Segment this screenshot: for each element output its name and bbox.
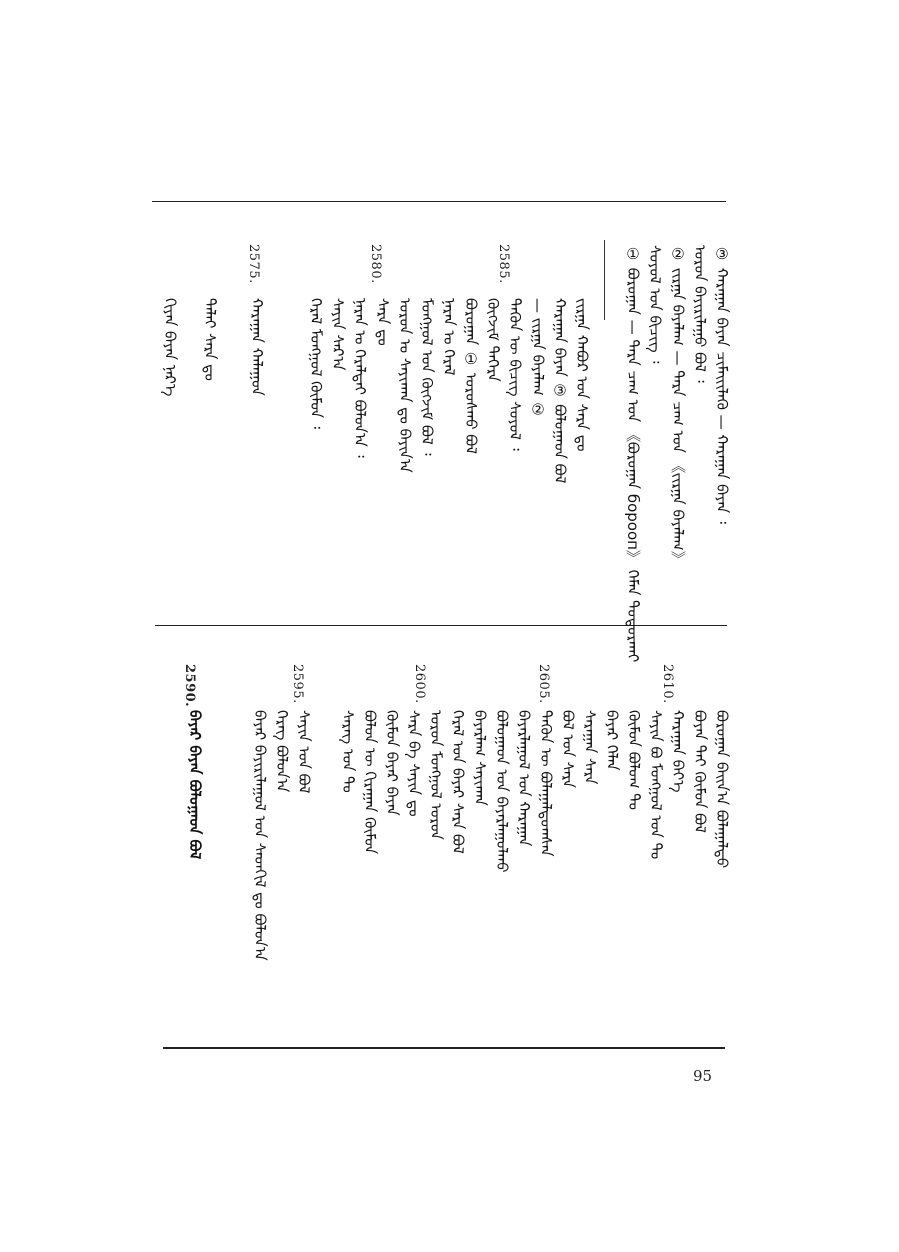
verse-line: ᠣᠷᠣᠨ ᠮᠣᠩᠭᠣᠯ ᠣᠷᠣᠨ bbox=[427, 710, 445, 840]
verse-line: ᠮᠣᠩᠭᠣᠯ ᠤᠨ ᠬᠥᠭᠵᠢᠮ ᠪᠣᠯ ᠄ bbox=[418, 298, 436, 456]
verse-line: ᠬᠠᠷᠠᠭᠠᠨ ᠬᠠᠯᠠᠭᠤᠨ bbox=[248, 298, 266, 396]
footnote-separator bbox=[604, 240, 605, 320]
line-number-2585: 2585. bbox=[496, 244, 511, 284]
verse-line: ᠰᠠᠶᠢᠨ ᠤᠨ ᠪᠣᠯ bbox=[295, 710, 313, 794]
verse-line: ᠬᠦᠮᠦᠨ ᠪᠣᠯᠤᠭ ᠲᠤ bbox=[625, 710, 643, 810]
verse-line: ᠪᠣᠯ ᠤᠨ ᠰᠠᠷᠠ bbox=[559, 710, 577, 788]
verse-line: ᠪᠠᠶᠠᠷ ᠪᠠᠶᠢᠷᠢᠯᠠᠭᠤᠯ ᠤᠨ ᠰᠡᠳᠬᠢᠯ ᠳᠤ ᠪᠣᠯᠤᠨ᠎ᠠ bbox=[251, 710, 269, 961]
verse-line: ᠪᠣᠯᠤᠭᠠᠳ ᠤᠨ ᠪᠠᠶᠠᠷᠯᠠᠭᠤᠯᠬᠤ bbox=[493, 710, 511, 873]
verse-line: ᠵᠢᠷᠭᠠ ᠬᠠᠪᠤᠷ ᠤᠨ ᠰᠠᠷᠠ ᠳᠤ bbox=[573, 298, 591, 452]
verse-line: ᠰᠠᠶᠢᠨ ᠪᠣ ᠮᠣᠩᠭᠣᠯ ᠤᠨ ᠲᠤ bbox=[647, 710, 665, 860]
verse-line: ᠬᠠᠷᠠᠭᠠᠨ ᠪᠠᠶᠠᠨ ③ ᠪᠣᠯᠤᠭᠠᠳ ᠪᠣᠯ bbox=[551, 298, 569, 484]
verse-line: ᠰᠠᠷᠠᠭᠠᠨ ᠰᠠᠷᠠ bbox=[581, 710, 599, 785]
verse-line: ᠰᠡᠷᠡᠭ ᠤᠨ ᠲᠤ bbox=[339, 710, 357, 793]
line-number-2575: 2575. bbox=[246, 244, 261, 284]
verse-line: ᠰᠠᠷᠠ ᠪᠠ ᠰᠠᠶᠢᠨ ᠳᠤ bbox=[405, 710, 423, 817]
line-number-2610: 2610. bbox=[660, 664, 675, 704]
footnote-2: ② ᠵᠢᠷᠭᠠ ᠪᠠᠶᠠᠯᠠᠭ — ᠲᠡᠷᠡ ᠴᠠᠭ ᠤᠨ 《ᠵᠢᠷᠭᠠ ᠪᠠᠶᠠᠯᠠᠭ》 bbox=[669, 245, 687, 566]
verse-line: ᠬᠥᠭᠵᠢᠮ ᠳᠡᠭᠡᠷᠡ bbox=[484, 298, 502, 382]
verse-line: ᠬᠡᠷᠡᠯ ᠤᠨ ᠪᠠᠶᠠᠷ ᠰᠠᠷᠠ ᠪᠣᠯ bbox=[449, 710, 467, 854]
line-number-2600: 2600. bbox=[412, 664, 427, 704]
verse-line: ᠬᠡᠷᠡᠭ ᠪᠣᠯᠤᠨ᠎ᠠ bbox=[273, 710, 291, 793]
line-number-2580: 2580. bbox=[368, 244, 383, 284]
verse-line: ᠪᠤᠶᠠᠨ ᠲᠠᠢ ᠬᠦᠮᠦᠨ ᠪᠣᠯ bbox=[691, 710, 709, 833]
verse-line: ᠭᠡᠷᠡᠯ ᠮᠣᠩᠭᠣᠯ ᠬᠦᠮᠦᠨ ᠄ bbox=[307, 298, 325, 429]
verse-line: ᠰᠠᠷᠠ ᠳᠤ bbox=[374, 298, 392, 346]
verse-line: ᠪᠠᠶᠠᠷᠯᠠᠭᠤᠯ ᠤᠨ ᠬᠠᠷᠠᠭᠠᠨ bbox=[515, 710, 533, 847]
top-rule bbox=[152, 201, 726, 202]
line-number-2605: 2605. bbox=[536, 664, 551, 704]
footnote-2-cont: ᠰᠣᠶᠣᠯ ᠤᠨ ᠪᠢᠴᠢᠭ ᠄ bbox=[646, 245, 664, 364]
footnote-3: ③ ᠬᠠᠷᠠᠭᠠᠨ ᠪᠠᠶᠠᠨ ᠴᠢᠮᠡᠢᠢᠯᠡᠭᠦ — ᠬᠠᠷᠠᠭᠠᠨ ᠪᠠᠶᠠᠨ ᠄ bbox=[713, 245, 731, 524]
footnote-1: ① ᠪᠣᠷᠣᠭᠠᠨ — ᠲᠡᠷᠡ ᠴᠠᠭ ᠤᠨ 《ᠪᠣᠷᠣᠭᠠᠨ борооп》 ᠬᠡᠮᠡᠨ ᠲᠣᠳᠣᠷᠬᠠᠢ bbox=[624, 245, 642, 663]
verse-line: ᠪᠣᠷᠣᠭᠠᠨ ① ᠤᠷᠤᠰᠬᠤ ᠪᠣᠯ bbox=[462, 298, 480, 454]
verse-line: ᠪᠠᠶᠠᠷ ᠪᠠᠶᠠᠨ ᠪᠣᠯᠤᠭᠠᠳ ᠪᠣᠯ bbox=[186, 710, 204, 860]
verse-line: ᠬᠦᠮᠦᠨ ᠪᠠᠶᠠᠷ ᠪᠠᠶᠠᠨ bbox=[383, 710, 401, 816]
verse-line: ᠬᠢᠶᠠᠨ ᠪᠠᠶᠠᠨ ᠨᠡᠷ᠎ᠡ bbox=[161, 298, 179, 397]
verse-line: ᠲᠡᠭᠦᠨ ᠦ ᠪᠢᠴᠢᠭ ᠰᠣᠶᠣᠯ ᠄ bbox=[506, 298, 524, 451]
footnote-3-cont: ᠣᠷᠣᠨ ᠪᠠᠶᠢᠷᠢᠯᠠᠭᠤ ᠪᠣᠯ ᠄ bbox=[691, 245, 709, 383]
line-number-2590: 2590. bbox=[182, 664, 197, 708]
line-number-2595: 2595. bbox=[290, 664, 305, 704]
verse-line: ᠳᠠᠯᠠᠢ ᠰᠠᠷᠠ ᠳᠤ bbox=[201, 298, 219, 381]
verse-line: ᠨᠠᠷᠠᠨ ᠤ ᠭᠡᠷᠡᠯᠲᠡᠢ ᠪᠣᠯᠤᠨ᠎ᠠ ᠄ bbox=[351, 298, 369, 458]
verse-line: ᠪᠣᠯᠤᠨ ᠦ ᠬᠢᠷᠠᠭᠠᠨ ᠬᠦᠮᠦᠨ bbox=[361, 710, 379, 855]
verse-line: ᠪᠠᠶᠠᠷ ᠬᠡᠯᠡᠨ bbox=[603, 710, 621, 771]
verse-line: ᠪᠠᠶᠠᠷᠯᠠᠭ ᠰᠠᠶᠢᠬᠠᠨ bbox=[471, 710, 489, 806]
verse-line: ᠰᠠᠶᠢᠨ ᠰᠠᠷ᠎ᠠ bbox=[329, 298, 347, 371]
verse-line: — ᠵᠢᠷᠭᠠ ᠪᠠᠶᠠᠯᠠᠭ ② bbox=[529, 298, 547, 419]
verse-line: ᠬᠠᠷᠠᠭᠠᠨ ᠪᠡᠶ᠎ᠡ bbox=[669, 710, 687, 793]
bottom-rule bbox=[163, 1047, 725, 1049]
verse-line: ᠨᠠᠷᠠᠨ ᠤ ᠭᠡᠷᠡᠯ bbox=[440, 298, 458, 376]
verse-line: ᠣᠷᠣᠨ ᠤ ᠰᠠᠶᠢᠬᠠᠨ ᠳᠤ ᠪᠠᠶᠢᠨ᠎ᠠ bbox=[396, 298, 414, 473]
verse-line: ᠲᠡᠭᠦᠨ ᠦ ᠪᠤᠯᠠᠭᠠᠯᠳᠤᠭᠰᠠᠨ bbox=[537, 710, 555, 857]
verse-line: ᠪᠣᠷᠣᠭᠠᠨ ᠪᠠᠢᠨ᠎ᠠ ᠪᠤᠯᠠᠭᠠᠯᠳᠤ bbox=[713, 710, 731, 869]
page-number: 95 bbox=[693, 1067, 713, 1085]
